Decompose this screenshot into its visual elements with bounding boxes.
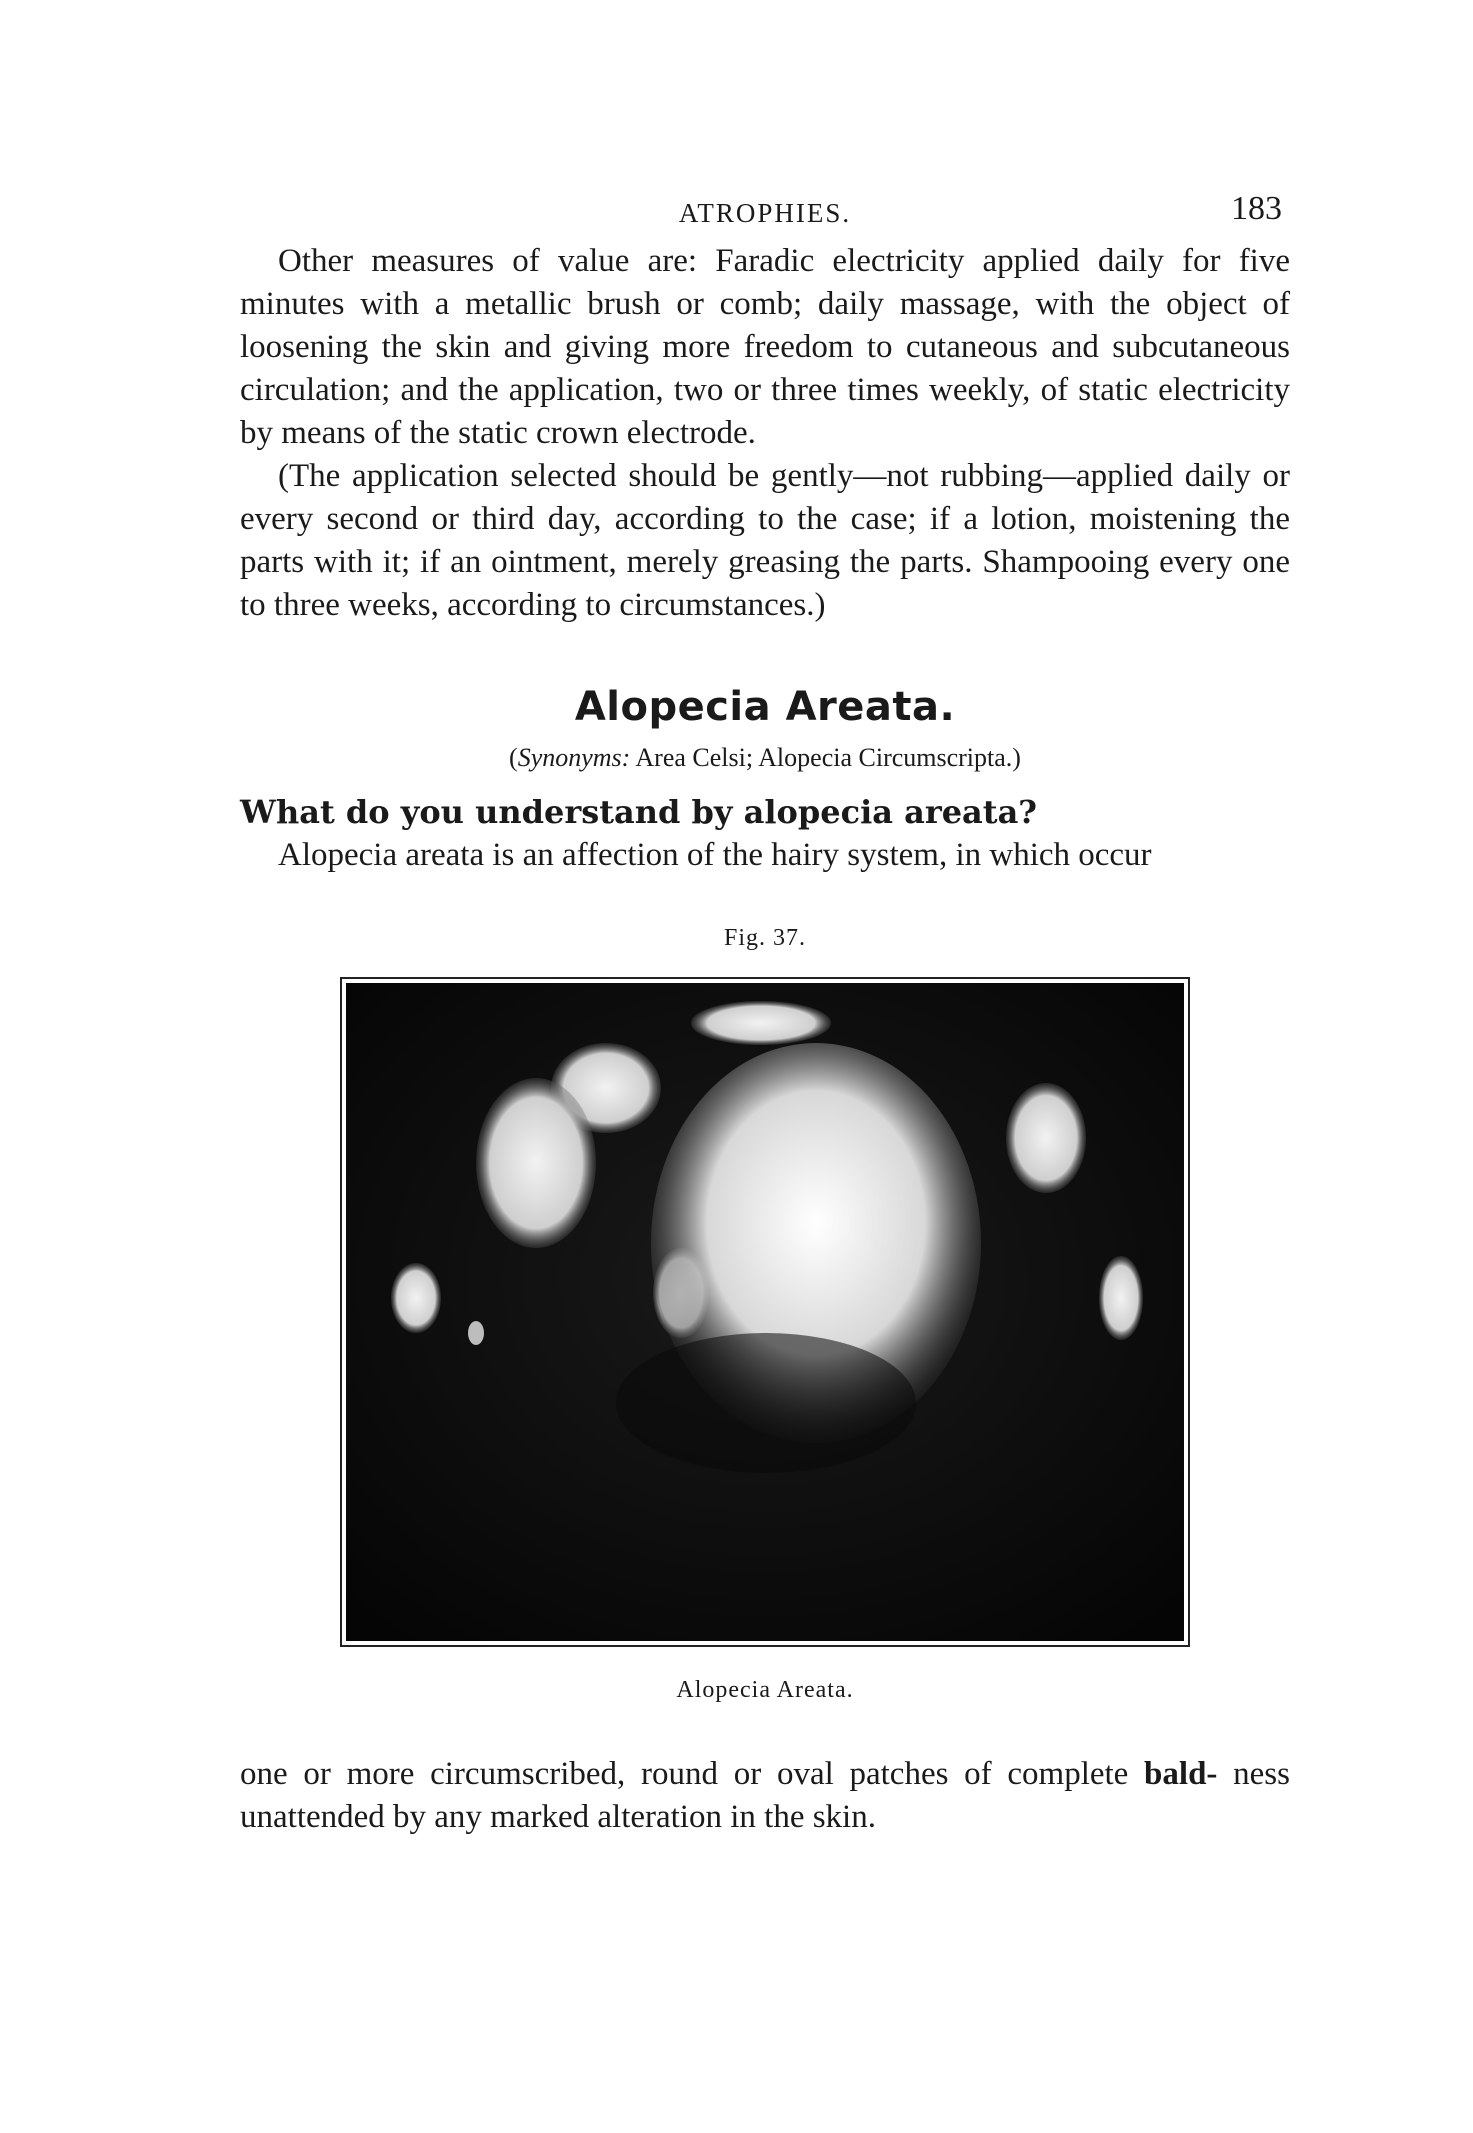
bald-patch-far-right bbox=[1099, 1256, 1143, 1340]
section-title: Alopecia Areata. bbox=[574, 684, 956, 730]
synonyms-open-paren: ( bbox=[509, 743, 518, 772]
figure-caption: Alopecia Areata. bbox=[676, 1677, 854, 1703]
figure-frame bbox=[340, 977, 1190, 1647]
running-title: ATROPHIES. bbox=[678, 198, 852, 228]
hair-shadow bbox=[616, 1333, 916, 1473]
continuation-text-end: ness unattended by any marked alteration in the skin. bbox=[240, 1756, 1290, 1835]
continuation-bold-word: bald- bbox=[1144, 1756, 1218, 1792]
figure-photograph bbox=[346, 983, 1184, 1641]
paragraph-application-note: (The application selected should be gently—not rubbing—applied daily or every second or third day, according to the case; if a lotion, moistening the parts with it; if an ointment, merely greasing the parts. Shampooing every one to three weeks, according to circumstances.) bbox=[240, 458, 1290, 623]
question-heading: What do you understand by alopecia areata? bbox=[240, 793, 1038, 831]
bald-patch-right bbox=[1006, 1083, 1086, 1193]
page-number: 183 bbox=[1231, 190, 1282, 227]
continuation-text-start: one or more circumscribed, round or oval patches of complete bbox=[240, 1756, 1145, 1792]
answer-paragraph-start: Alopecia areata is an affection of the hairy system, in which occur bbox=[278, 837, 1152, 873]
running-head bbox=[240, 190, 1290, 240]
synonyms-label: Synonyms: bbox=[517, 743, 631, 772]
small-spot bbox=[468, 1321, 484, 1345]
paragraph-other-measures: Other measures of value are: Faradic electricity applied daily for five minutes with a metallic brush or comb; daily massage, with the object of loosening the skin and giving more freedom to cutaneous and subcutaneous circulation; and the application, two or three times weekly, of static electricity by means of the static crown electrode. bbox=[240, 243, 1290, 451]
synonyms-line bbox=[240, 740, 1290, 776]
figure-label: Fig. 37. bbox=[723, 925, 806, 951]
bald-patch-left bbox=[476, 1078, 596, 1248]
bald-patch-top bbox=[691, 1001, 831, 1045]
synonyms-text: Area Celsi; Alopecia Circumscripta.) bbox=[630, 743, 1021, 772]
bald-patch-far-left bbox=[391, 1263, 441, 1333]
book-page bbox=[240, 190, 1290, 1839]
continuation-paragraph bbox=[240, 1753, 1290, 1839]
